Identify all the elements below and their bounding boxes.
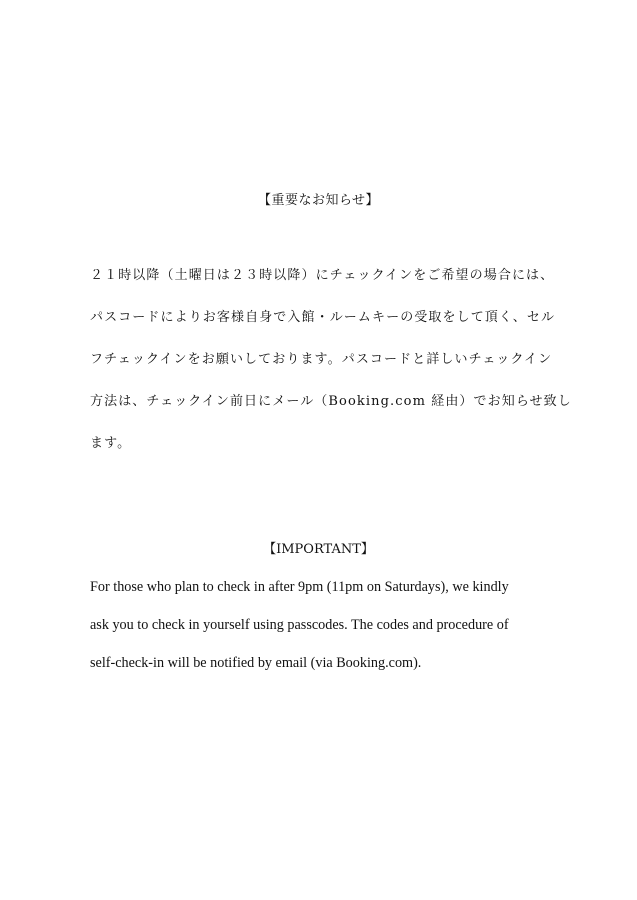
notice-line-jp: 方法は、チェックイン前日にメール（Booking.com 経由）でお知らせ致し: [90, 394, 572, 409]
notice-title-en: 【IMPORTANT】: [263, 542, 374, 557]
notice-line-jp: ２１時以降（土曜日は２３時以降）にチェックインをご希望の場合には、: [90, 268, 555, 283]
notice-line-jp: ます。: [90, 436, 132, 451]
notice-title-jp: 【重要なお知らせ】: [257, 193, 380, 208]
notice-body-jp: [90, 263, 572, 473]
notice-line-en: For those who plan to check in after 9pm (11pm on Saturdays), we kindly: [90, 579, 509, 595]
notice-line-jp: フチェックインをお願いしております。パスコードと詳しいチェックイン: [90, 352, 553, 367]
notice-line-en: self-check-in will be notified by email (via Booking.com).: [90, 655, 422, 671]
notice-body-en: [90, 573, 550, 687]
notice-line-en: ask you to check in yourself using passcodes. The codes and procedure of: [90, 617, 509, 633]
notice-line-jp: パスコードによりお客様自身で入館・ルームキーの受取をして頂く、セル: [90, 310, 556, 325]
